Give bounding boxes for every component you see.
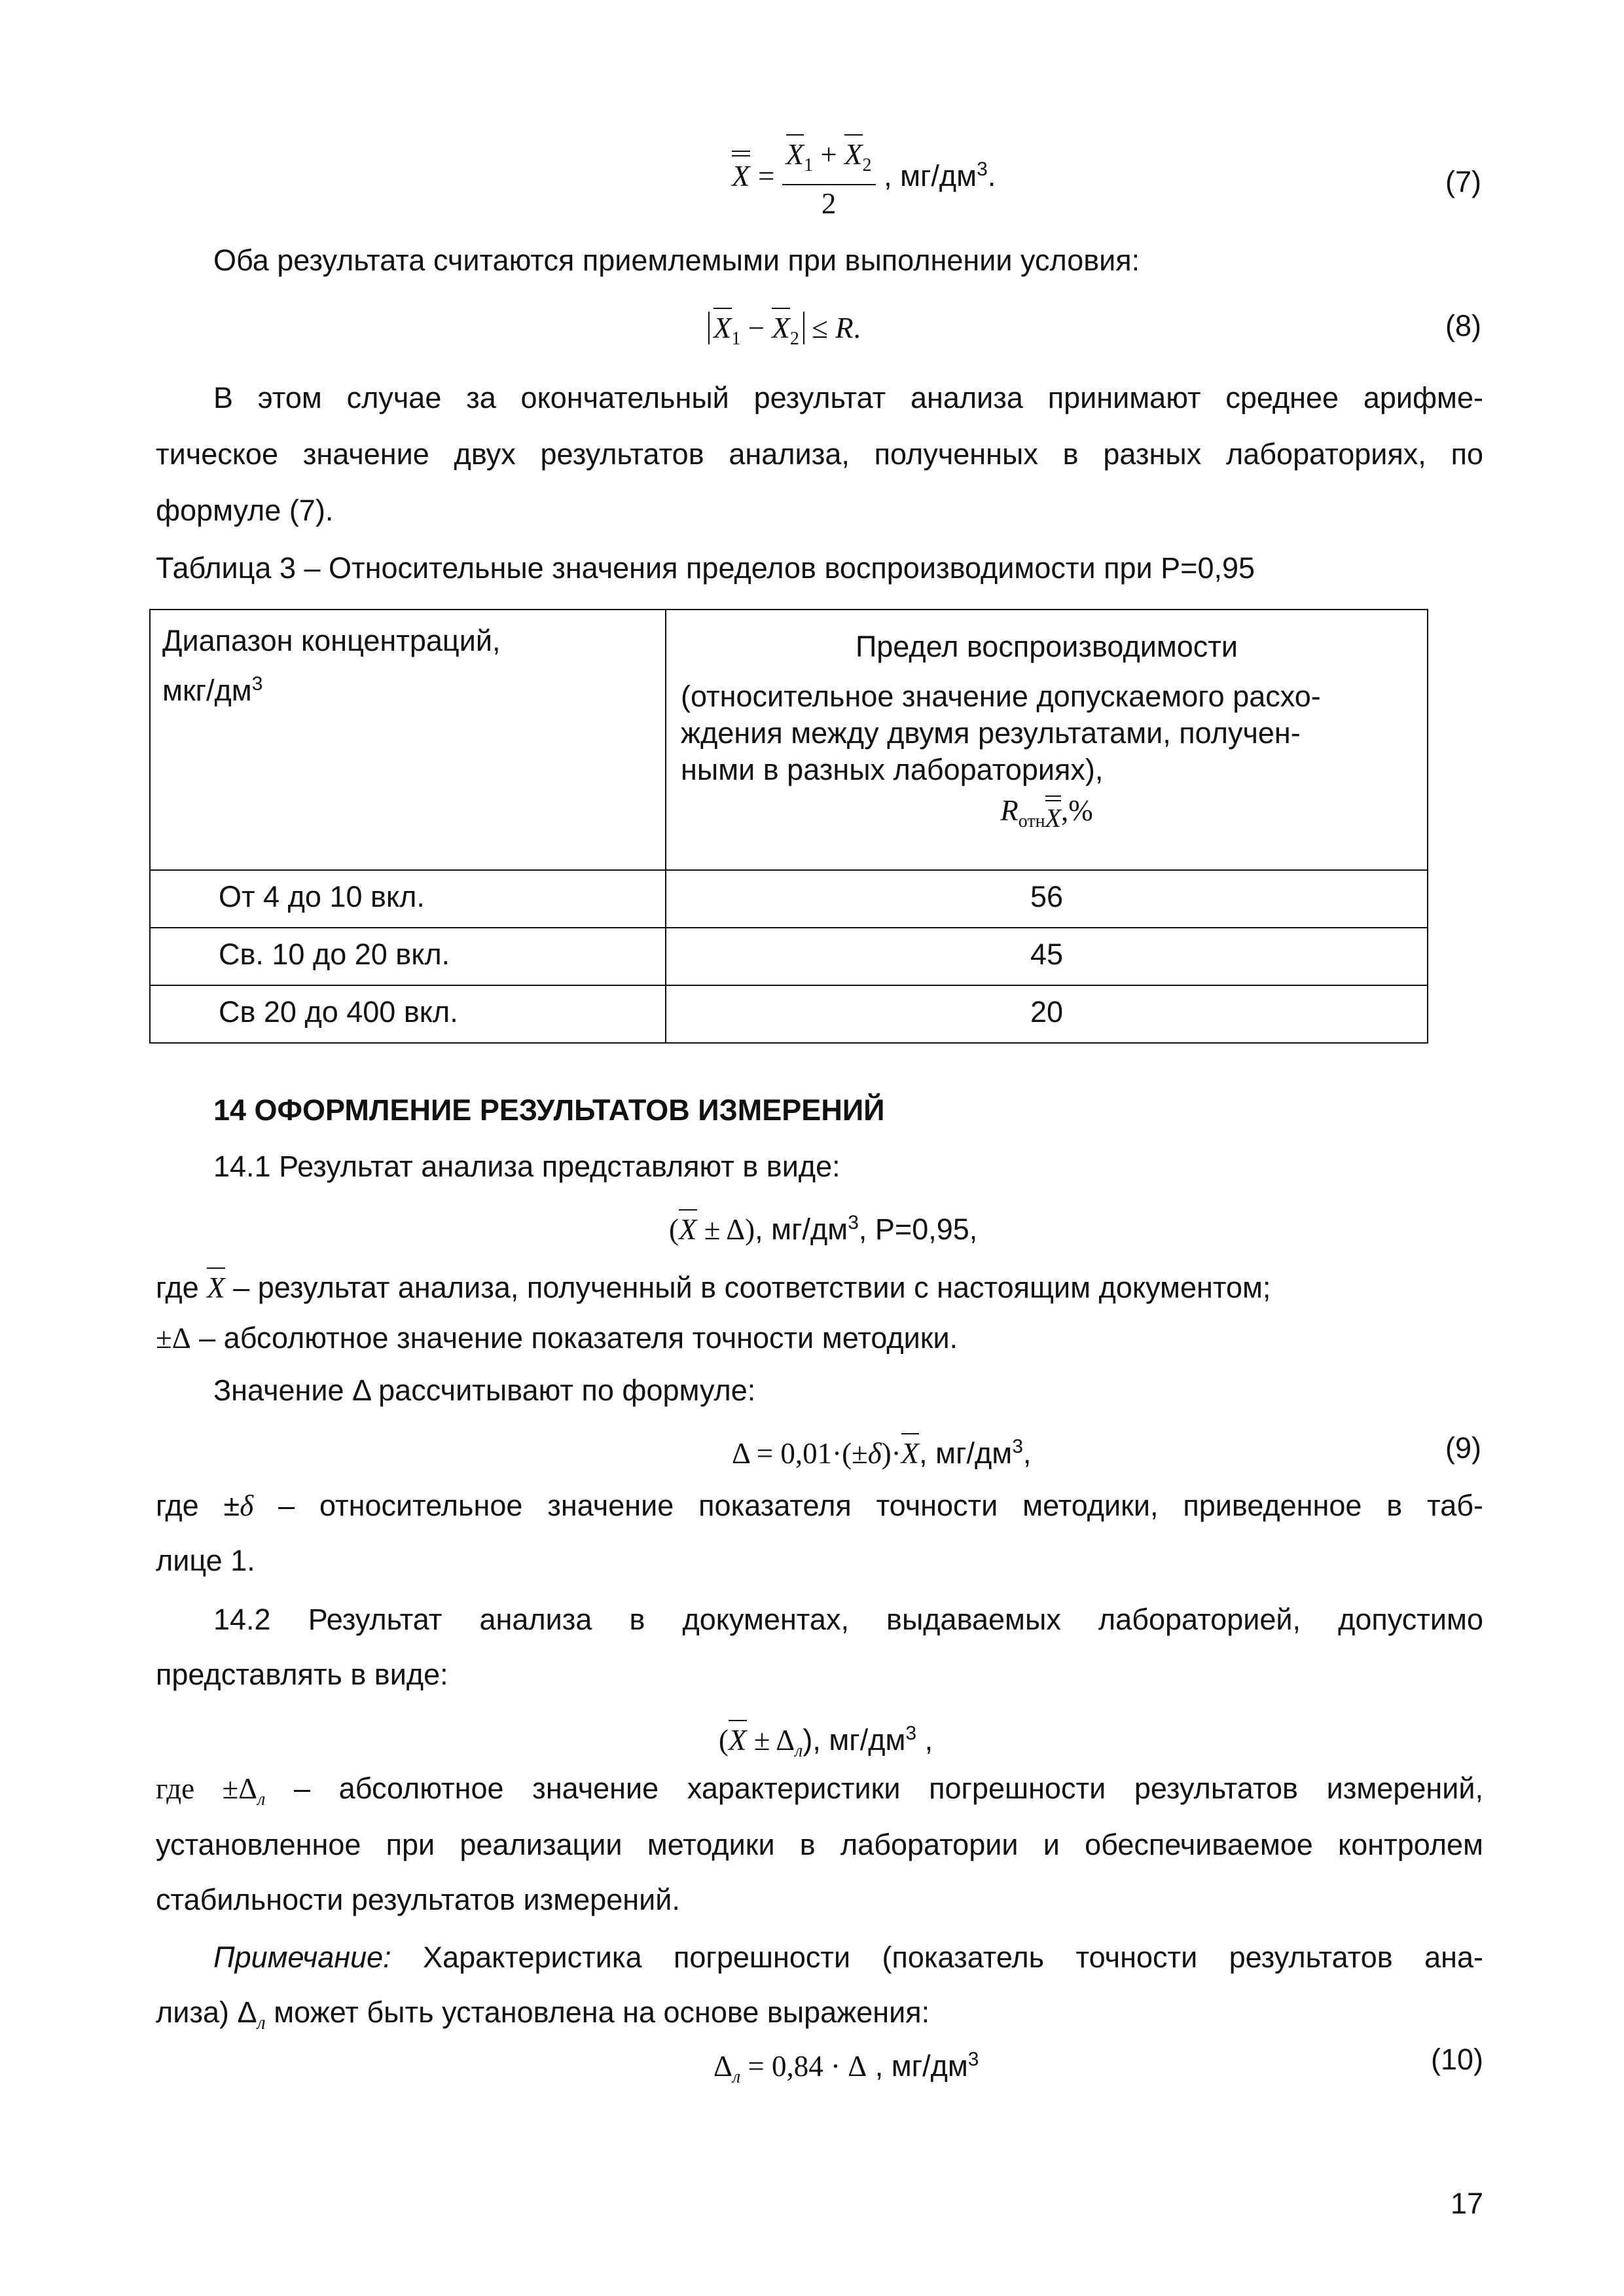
table-cell-value: 56 bbox=[666, 870, 1428, 928]
para-final-line2: тическое значение двух результатов анализа, полученных в разных лабораториях, по bbox=[156, 437, 1483, 471]
table-cell-value: 45 bbox=[666, 928, 1428, 985]
table-row bbox=[150, 928, 1428, 985]
table-cell-range: Св. 10 до 20 вкл. bbox=[150, 928, 666, 985]
table-header-limit: Предел воспроизводимости (относительное значение допускаемого расхо- ждения между двумя результатами, получен- ными в разных лабораториях), $R_{отнX},\%$ bbox=[666, 610, 1428, 870]
where-delta-l-line3: стабильности результатов измерений. bbox=[156, 1883, 680, 1916]
formula-7-number: (7) bbox=[1445, 165, 1481, 198]
para-final-line1: В этом случае за окончательный результат анализа принимают среднее арифме- bbox=[213, 381, 1483, 414]
where-rel-delta: где ±δ – относительное значение показателя точности методики, приведенное в таб- bbox=[156, 1489, 1483, 1522]
para-14-2-line1: 14.2 Результат анализа в документах, выдаваемых лабораторией, допустимо bbox=[213, 1603, 1483, 1636]
where-delta-l: где $\pm\Delta_л$ – абсолютное значение характеристики погрешности результатов измерений, bbox=[156, 1772, 1483, 1810]
formula-10: $\Delta_л = 0,84 \cdot \Delta$ , $мг/дм^3$ bbox=[713, 2049, 979, 2087]
table-cell-range: Св 20 до 400 вкл. bbox=[150, 985, 666, 1043]
where-delta: ±Δ – абсолютное значение показателя точности методики. bbox=[156, 1321, 958, 1355]
formula-9-number: (9) bbox=[1445, 1431, 1481, 1465]
where-x: где X – результат анализа, полученный в соответствии с настоящим документом; bbox=[156, 1267, 1271, 1306]
formula-8-number: (8) bbox=[1445, 309, 1481, 342]
section-14-heading: 14 ОФОРМЛЕНИЕ РЕЗУЛЬТАТОВ ИЗМЕРЕНИЙ bbox=[213, 1093, 885, 1127]
table-cell-value: 20 bbox=[666, 985, 1428, 1043]
formula-10-number: (10) bbox=[1431, 2043, 1484, 2076]
para-accept: Оба результата считаются приемлемыми при выполнении условия: bbox=[213, 244, 1140, 277]
para-14-2-line2: представлять в виде: bbox=[156, 1658, 448, 1691]
table-cell-range: От 4 до 10 вкл. bbox=[150, 870, 666, 928]
delta-calc: Значение Δ рассчитывают по формуле: bbox=[213, 1374, 756, 1407]
table-3-caption: Таблица 3 – Относительные значения пределов воспроизводимости при Р=0,95 bbox=[156, 551, 1255, 585]
formula-7-fraction: $\frac{X_1 + X_2}{2}$ bbox=[782, 134, 876, 222]
formula-7: X = $\frac{X_1 + X_2}{2}$ , $мг/дм^3$. bbox=[732, 134, 996, 222]
para-final-line3: формуле (7). bbox=[156, 494, 334, 527]
result-form-1: (X ± Δ), $мг/дм^3$, Р=0,95, bbox=[669, 1205, 977, 1248]
result-form-2: $(X \pm \Delta_л)$, $мг/дм^3$ , bbox=[719, 1715, 933, 1770]
table-row bbox=[150, 870, 1428, 928]
where-rel-delta-line2: лице 1. bbox=[156, 1544, 255, 1577]
table-header-row bbox=[150, 610, 1428, 870]
where-delta-l-line2: установленное при реализации методики в лаборатории и обеспечиваемое контролем bbox=[156, 1828, 1483, 1861]
table-header-range: Диапазон концентраций, мкг/$дм^3$ bbox=[150, 610, 666, 870]
note-line1: Примечание: Характеристика погрешности (показатель точности результатов ана- bbox=[213, 1941, 1483, 1974]
table-3 bbox=[149, 609, 1428, 1044]
formula-9: Δ = 0,01·(±δ)·X, $мг/дм^3$, bbox=[732, 1429, 1031, 1472]
page-number: 17 bbox=[1451, 2187, 1484, 2220]
formula-7-lhs: X bbox=[732, 155, 750, 194]
table-row bbox=[150, 985, 1428, 1043]
limit-symbol: $R_{отнX},\%$ bbox=[1000, 794, 1093, 833]
note-line2: лиза) $\Delta_л$ может быть установлена на основе выражения: bbox=[156, 1995, 930, 2033]
para-14-1: 14.1 Результат анализа представляют в виде: bbox=[213, 1150, 840, 1183]
formula-8: $X_1 - X_2 \le R$. bbox=[708, 308, 861, 357]
